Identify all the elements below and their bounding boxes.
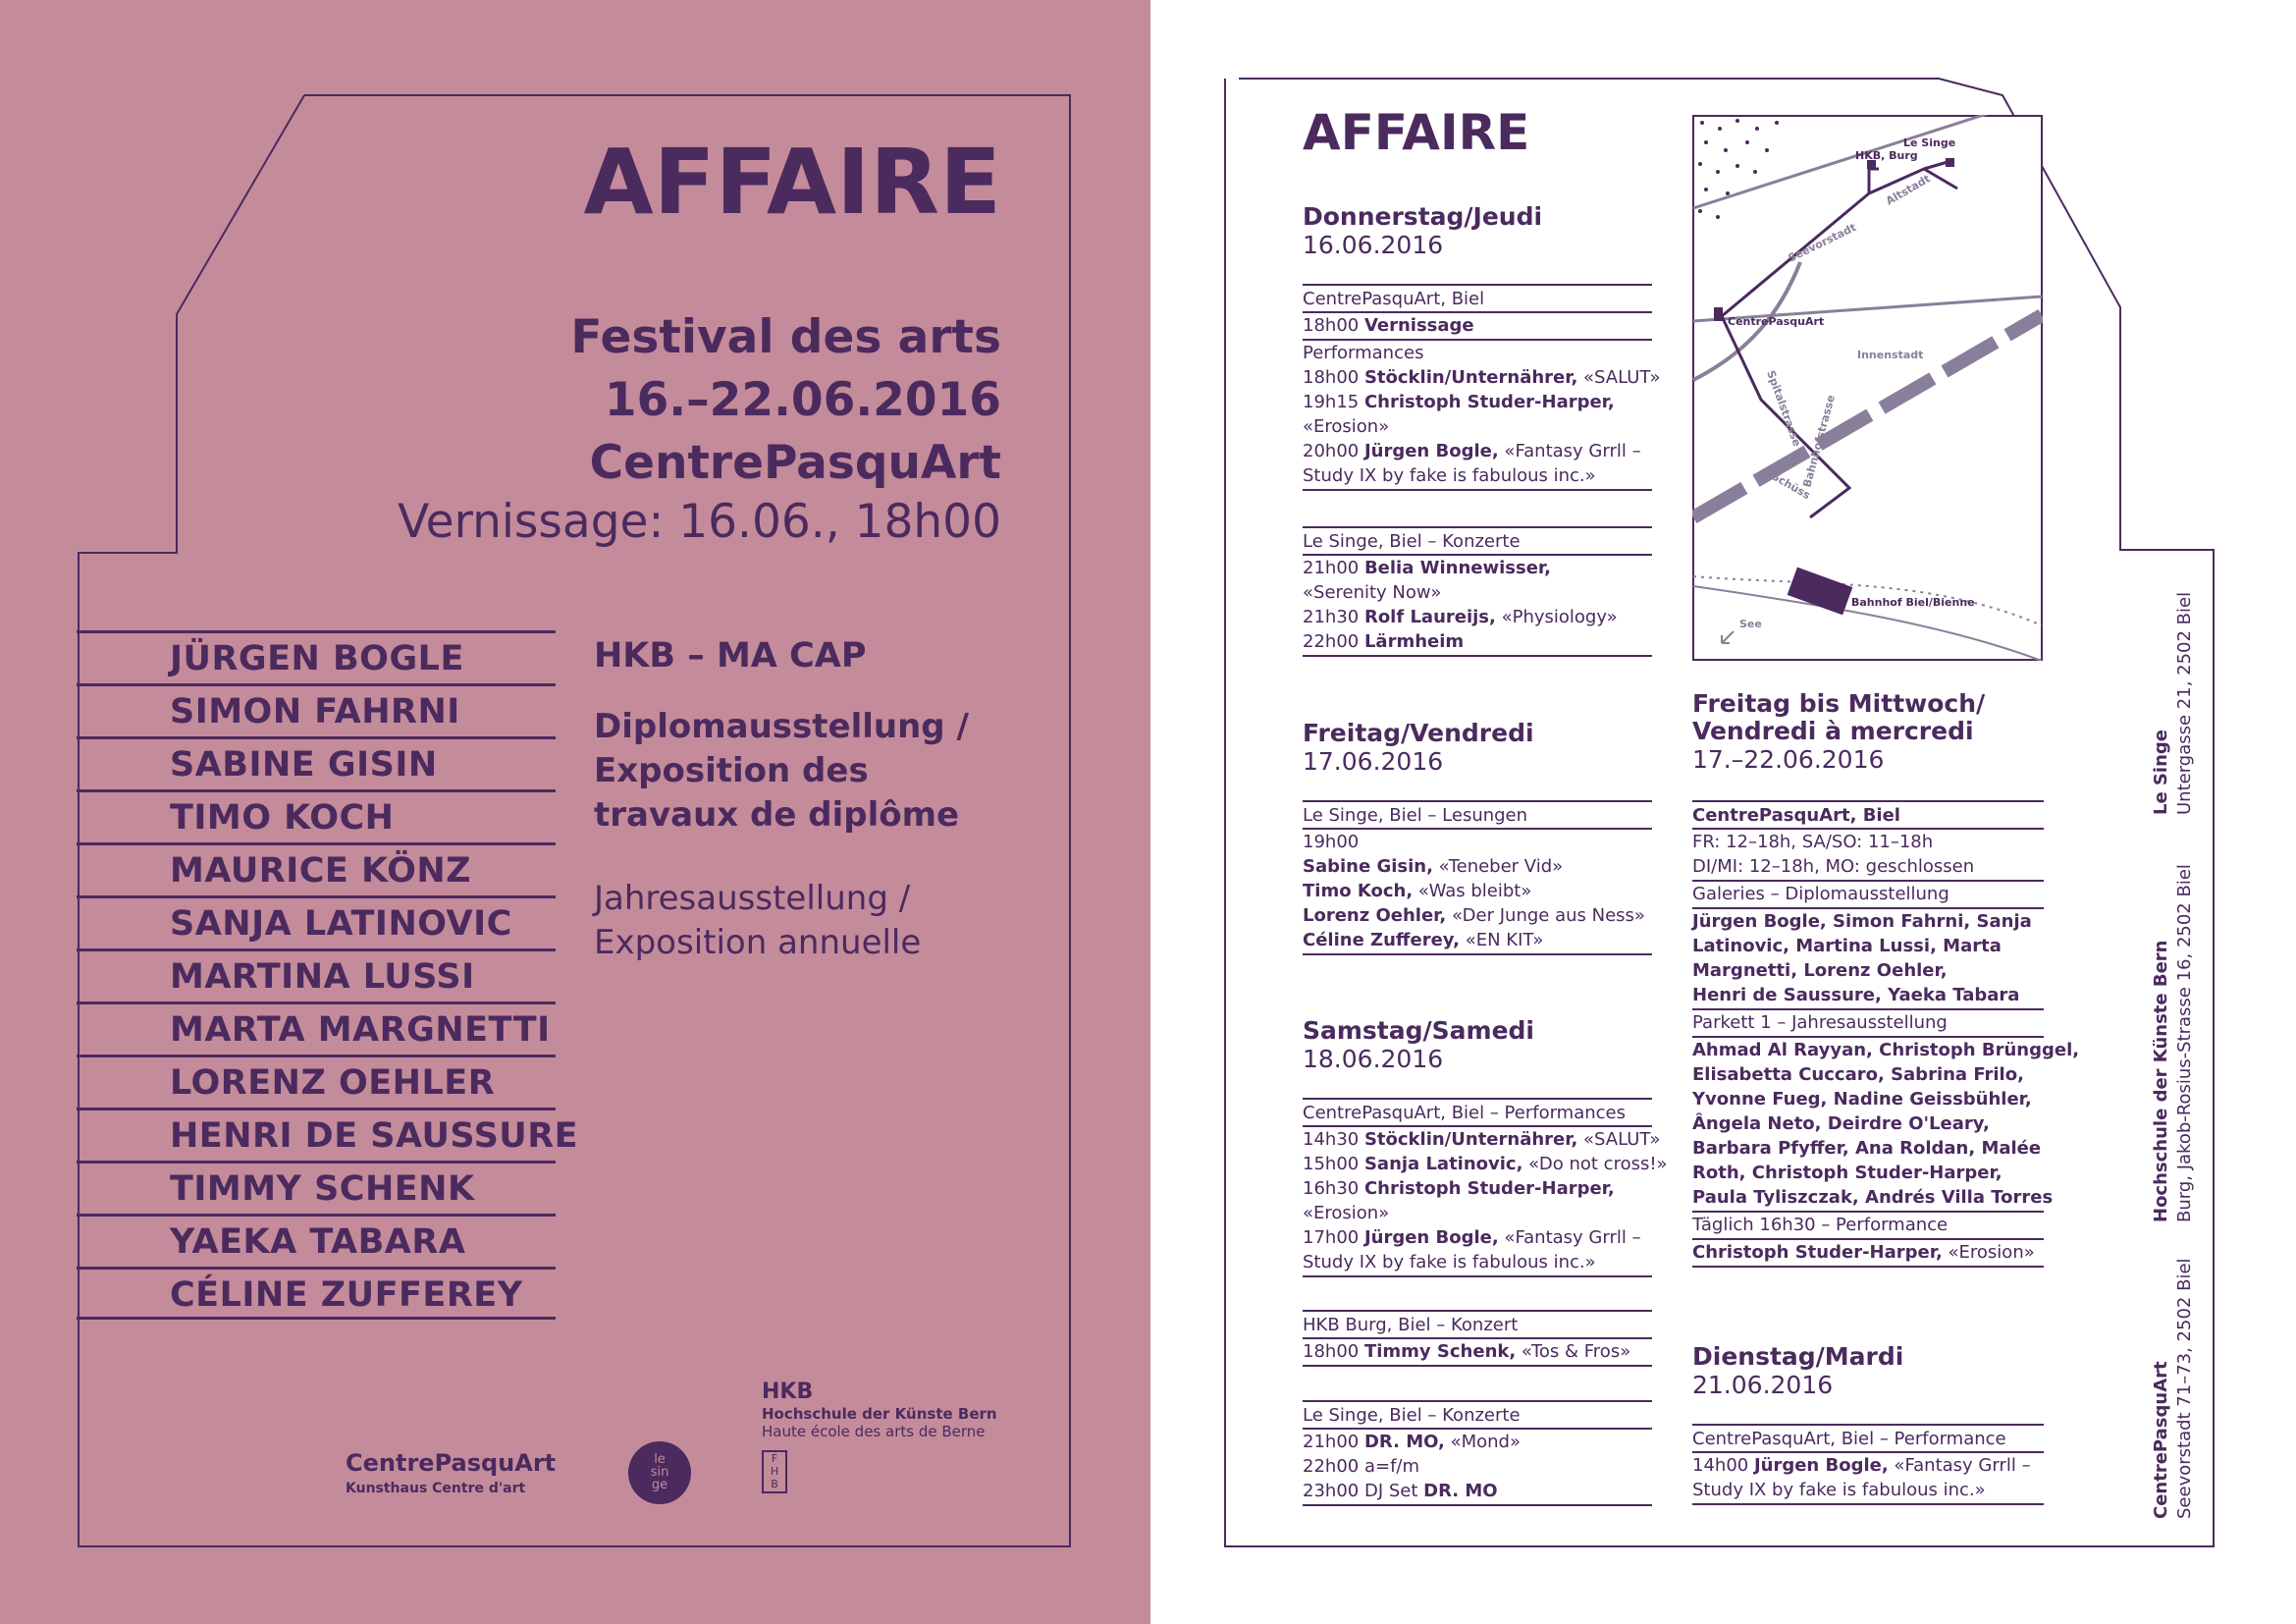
artist-name: HENRI DE SAUSSURE	[77, 1108, 556, 1161]
venue-header: Le Singe, Biel – Lesungen	[1303, 800, 1652, 830]
artist-name: TIMO KOCH	[77, 789, 556, 842]
day-date: 17.–22.06.2016	[1692, 745, 1885, 774]
program-line: 22h00 Lärmheim	[1303, 629, 1652, 657]
program-line: Christoph Studer-Harper, «Erosion»	[1692, 1240, 2044, 1268]
map-label: CentrePasquArt	[1728, 315, 1825, 328]
program-line: Latinovic, Martina Lussi, Marta	[1692, 936, 2002, 956]
saturday-heading	[1303, 1017, 1534, 1074]
program-line: 18h00 Vernissage	[1303, 313, 1652, 341]
address-name: Hochschule der Künste Bern	[2151, 940, 2171, 1222]
address-line: Seevorstadt 71–73, 2502 Biel	[2174, 1258, 2195, 1519]
program-line: 19h15 Christoph Studer-Harper,	[1303, 392, 1615, 412]
artist-name: JÜRGEN BOGLE	[77, 630, 556, 683]
program-line: Study IX by fake is fabulous inc.»	[1303, 1250, 1652, 1277]
diploma-line: Exposition des	[594, 751, 869, 790]
program-line: 18h00 Stöcklin/Unternährer, «SALUT»	[1303, 367, 1661, 388]
address-hkb	[2150, 864, 2197, 1222]
address-line: Burg, Jakob-Rosius-Strasse 16, 2502 Biel	[2174, 864, 2195, 1222]
day-title: Samstag/Samedi	[1303, 1016, 1534, 1045]
program-line: 16h30 Christoph Studer-Harper,	[1303, 1178, 1615, 1199]
hkb-logo	[762, 1380, 997, 1440]
section-label: Täglich 16h30 – Performance	[1692, 1213, 2044, 1240]
program-line: «Erosion»	[1303, 416, 1390, 437]
program-line: 18h00 Timmy Schenk, «Tos & Fros»	[1303, 1339, 1652, 1367]
section-label: Parkett 1 – Jahresausstellung	[1692, 1010, 2044, 1038]
address-name: Le Singe	[2151, 730, 2171, 815]
location-map	[1692, 115, 2043, 661]
tuesday-heading	[1692, 1343, 1903, 1400]
program-line: 15h00 Sanja Latinovic, «Do not cross!»	[1303, 1154, 1668, 1174]
le-singe-logo	[628, 1441, 691, 1504]
festival-name: Festival des arts	[570, 310, 1001, 364]
friday-readings	[1303, 800, 1652, 955]
festival-venue: CentrePasquArt	[589, 436, 1001, 490]
logo-singe-line: ge	[651, 1478, 668, 1492]
logo-cpa-name: CentrePasquArt	[346, 1449, 557, 1477]
map-label: Bahnhofstrasse	[1800, 393, 1838, 489]
program-line: Céline Zufferey, «EN KIT»	[1303, 928, 1652, 955]
logo-fhb-letter: F	[771, 1452, 778, 1465]
hkb-program-label: HKB – MA CAP	[594, 636, 867, 676]
program-line: Barbara Pfyffer, Ana Roldan, Malée	[1692, 1138, 2042, 1159]
saturday-performances	[1303, 1098, 1668, 1277]
venue-header: Le Singe, Biel – Konzerte	[1303, 1400, 1652, 1430]
logo-hkb-german: Hochschule der Künste Bern	[762, 1405, 997, 1423]
centrepasquart-logo	[346, 1449, 556, 1496]
logo-hkb-french: Haute école des arts de Berne	[762, 1423, 986, 1440]
venue-header: CentrePasquArt, Biel – Performance	[1692, 1424, 2044, 1453]
opening-hours: DI/MI: 12–18h, MO: geschlossen	[1692, 854, 2044, 882]
program-line: 14h00 Jürgen Bogle, «Fantasy Grrll –	[1692, 1455, 2031, 1476]
artist-name: SANJA LATINOVIC	[77, 895, 556, 948]
program-line: Ahmad Al Rayyan, Christoph Brünggel,	[1692, 1040, 2080, 1060]
artist-name: MAURICE KÖNZ	[77, 842, 556, 895]
program-line: Paula Tyliszczak, Andrés Villa Torres	[1692, 1185, 2044, 1213]
annual-exhibition	[594, 877, 921, 965]
logo-cpa-subtitle: Kunsthaus Centre d'art	[346, 1481, 526, 1496]
logo-singe-line: le	[654, 1452, 666, 1467]
friday-heading	[1303, 720, 1534, 777]
program-line: Margnetti, Lorenz Oehler,	[1692, 960, 1948, 981]
right-title: AFFAIRE	[1303, 104, 1530, 161]
artist-name: YAEKA TABARA	[77, 1214, 556, 1267]
vernissage-line: Vernissage: 16.06., 18h00	[398, 495, 1001, 549]
program-line: Study IX by fake is fabulous inc.»	[1303, 463, 1652, 491]
map-label: Altstadt	[1884, 172, 1933, 208]
day-date: 17.06.2016	[1303, 747, 1444, 776]
map-label: HKB, Burg	[1855, 149, 1918, 162]
artist-name: SABINE GISIN	[77, 736, 556, 789]
festival-heading	[294, 306, 1001, 495]
artist-name: TIMMY SCHENK	[77, 1161, 556, 1214]
thursday-program	[1303, 284, 1661, 491]
artist-list	[77, 630, 579, 1320]
week-heading	[1692, 690, 1985, 775]
section-label: Galeries – Diplomausstellung	[1692, 882, 2044, 909]
address-line: Untergasse 21, 2502 Biel	[2174, 591, 2195, 815]
program-line: Lorenz Oehler, «Der Junge aus Ness»	[1303, 905, 1645, 926]
map-label: Innenstadt	[1857, 349, 1924, 361]
program-line: Study IX by fake is fabulous inc.»	[1692, 1478, 2044, 1505]
program-line: 17h00 Jürgen Bogle, «Fantasy Grrll –	[1303, 1227, 1641, 1248]
artist-name: CÉLINE ZUFFEREY	[77, 1267, 556, 1320]
program-line: Jürgen Bogle, Simon Fahrni, Sanja	[1692, 911, 2032, 932]
bfh-logo	[762, 1450, 787, 1493]
day-title: Freitag bis Mittwoch/	[1692, 689, 1986, 718]
program-line: Performances	[1303, 343, 1424, 363]
program-line: Elisabetta Cuccaro, Sabrina Frilo,	[1692, 1064, 2024, 1085]
program-line: «Erosion»	[1303, 1203, 1390, 1223]
program-line: 21h00 Belia Winnewisser,	[1303, 558, 1551, 578]
day-title: Vendredi à mercredi	[1692, 717, 1974, 745]
program-line: Yvonne Fueg, Nadine Geissbühler,	[1692, 1089, 2032, 1110]
artist-name: MARTINA LUSSI	[77, 948, 556, 1001]
day-title: Dienstag/Mardi	[1692, 1342, 1904, 1371]
program-line: 21h00 DR. MO, «Mond»	[1303, 1432, 1521, 1452]
map-label: Seevorstadt	[1786, 220, 1859, 265]
day-date: 21.06.2016	[1692, 1371, 1834, 1399]
diploma-line: Diplomausstellung /	[594, 707, 969, 746]
program-line: Roth, Christoph Studer-Harper,	[1692, 1163, 2002, 1183]
program-line: 14h30 Stöcklin/Unternährer, «SALUT»	[1303, 1129, 1661, 1150]
program-line: Sabine Gisin, «Teneber Vid»	[1303, 856, 1564, 877]
logo-fhb-letter: H	[770, 1465, 779, 1478]
map-label: Spitalstrasse	[1764, 368, 1804, 449]
opening-hours: FR: 12–18h, SA/SO: 11–18h	[1692, 832, 1934, 852]
program-line: 21h30 Rolf Laureijs, «Physiology»	[1303, 607, 1618, 627]
address-centrepasquart	[2150, 1258, 2197, 1519]
program-line: 23h00 DJ Set DR. MO	[1303, 1479, 1652, 1506]
artist-name: MARTA MARGNETTI	[77, 1001, 556, 1055]
logo-fhb-letter: B	[771, 1478, 778, 1490]
day-title: Donnerstag/Jeudi	[1303, 202, 1543, 231]
program-line: Timo Koch, «Was bleibt»	[1303, 881, 1532, 901]
address-name: CentrePasquArt	[2151, 1361, 2171, 1519]
day-title: Freitag/Vendredi	[1303, 719, 1534, 747]
festival-dates: 16.–22.06.2016	[604, 373, 1001, 427]
tuesday-program	[1692, 1424, 2044, 1505]
diploma-exhibition	[594, 705, 969, 838]
saturday-singe-concerts	[1303, 1400, 1652, 1506]
map-label: Bahnhof Biel/Bienne	[1851, 596, 1975, 609]
week-program	[1692, 800, 2080, 1268]
thursday-concerts	[1303, 526, 1652, 657]
address-le-singe	[2150, 592, 2197, 815]
venue-header: Le Singe, Biel – Konzerte	[1303, 526, 1652, 556]
left-title: AFFAIRE	[583, 130, 1001, 235]
venue-header: HKB Burg, Biel – Konzert	[1303, 1310, 1652, 1339]
annual-line: Exposition annuelle	[594, 923, 922, 962]
venue-header: CentrePasquArt, Biel – Performances	[1303, 1098, 1652, 1127]
map-label: Le Singe	[1903, 136, 1956, 149]
program-line: Henri de Saussure, Yaeka Tabara	[1692, 983, 2044, 1010]
logo-hkb-acronym: HKB	[762, 1380, 814, 1404]
program-line: Ângela Neto, Deirdre O'Leary,	[1692, 1113, 1990, 1134]
annual-line: Jahresausstellung /	[594, 879, 911, 918]
program-line: «Serenity Now»	[1303, 582, 1442, 603]
program-line: 19h00	[1303, 832, 1360, 852]
venue-header: CentrePasquArt, Biel	[1303, 284, 1652, 313]
map-label: Schüss	[1769, 469, 1813, 503]
day-date: 18.06.2016	[1303, 1045, 1444, 1073]
artist-name: SIMON FAHRNI	[77, 683, 556, 736]
venue-header: CentrePasquArt, Biel	[1692, 800, 2044, 830]
saturday-hkb-concert	[1303, 1310, 1652, 1367]
program-line: 22h00 a=f/m	[1303, 1456, 1420, 1477]
thursday-heading	[1303, 203, 1542, 260]
map-label: See	[1739, 618, 1762, 630]
logo-singe-line: sin	[650, 1465, 669, 1480]
artist-name: LORENZ OEHLER	[77, 1055, 556, 1108]
program-line: 20h00 Jürgen Bogle, «Fantasy Grrll –	[1303, 441, 1641, 461]
day-date: 16.06.2016	[1303, 231, 1444, 259]
diploma-line: travaux de diplôme	[594, 795, 960, 835]
